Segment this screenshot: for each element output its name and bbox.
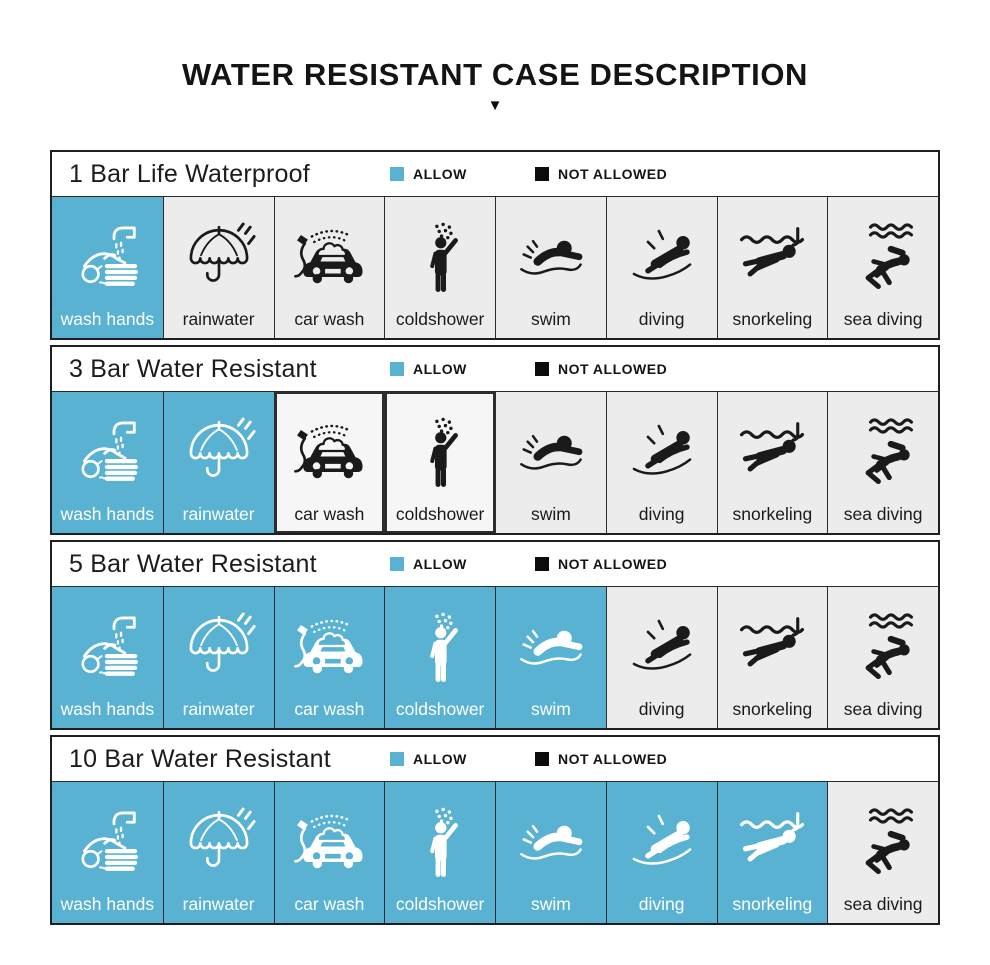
section-header: [52, 347, 938, 392]
activity-row: [52, 587, 938, 728]
sea-diving-icon: [844, 412, 922, 490]
activity-row: [52, 782, 938, 923]
cell-snorkeling: [717, 782, 828, 923]
rainwater-icon: [180, 412, 258, 490]
snorkeling-icon: [733, 217, 811, 295]
cell-sea-diving: [827, 587, 938, 728]
legend-allow: [390, 737, 467, 781]
cell-label: coldshower: [395, 503, 485, 524]
legend-allow: [390, 347, 467, 391]
section-title: 10 Bar Water Resistant: [69, 744, 331, 773]
cell-wash-hands: [52, 782, 163, 923]
cell-rainwater: [163, 197, 274, 338]
cell-label: rainwater: [182, 308, 255, 329]
car-wash-icon: [290, 802, 368, 880]
cell-label: rainwater: [182, 698, 255, 719]
cell-label: snorkeling: [732, 698, 813, 719]
not-allowed-swatch-icon: [535, 362, 549, 376]
cell-label: wash hands: [60, 893, 155, 914]
cell-label: car wash: [294, 308, 365, 329]
swim-icon: [512, 217, 590, 295]
cell-label: diving: [638, 308, 685, 329]
cell-diving: [606, 392, 717, 533]
activity-row: [52, 392, 938, 533]
rating-table: [50, 150, 940, 930]
legend-allow: [390, 542, 467, 586]
cell-label: car wash: [294, 893, 365, 914]
section-3bar: [50, 345, 940, 535]
sea-diving-icon: [844, 802, 922, 880]
cell-rainwater: [163, 392, 274, 533]
legend-not-allowed-label: NOT ALLOWED: [558, 556, 668, 572]
not-allowed-swatch-icon: [535, 752, 549, 766]
cell-sea-diving: [827, 782, 938, 923]
snorkeling-icon: [733, 412, 811, 490]
cell-coldshower: [384, 782, 495, 923]
legend-allow-label: ALLOW: [413, 361, 467, 377]
cell-diving: [606, 782, 717, 923]
cell-label: swim: [530, 308, 571, 329]
section-title: 5 Bar Water Resistant: [69, 549, 317, 578]
legend-not-allowed-label: NOT ALLOWED: [558, 361, 668, 377]
section-title: 1 Bar Life Waterproof: [69, 159, 310, 188]
cell-label: swim: [530, 893, 571, 914]
cell-car-wash: [274, 782, 385, 923]
cell-label: snorkeling: [732, 503, 813, 524]
not-allowed-swatch-icon: [535, 557, 549, 571]
cell-diving: [606, 197, 717, 338]
cell-sea-diving: [827, 392, 938, 533]
diving-icon: [623, 412, 701, 490]
activity-row: [52, 197, 938, 338]
allow-swatch-icon: [390, 752, 404, 766]
cell-label: sea diving: [843, 503, 923, 524]
cell-label: car wash: [294, 503, 365, 524]
cell-wash-hands: [52, 587, 163, 728]
cell-swim: [495, 782, 606, 923]
cell-wash-hands: [52, 197, 163, 338]
snorkeling-icon: [733, 802, 811, 880]
swim-icon: [512, 802, 590, 880]
legend-not-allowed: [535, 542, 667, 586]
cell-label: coldshower: [395, 893, 485, 914]
cell-swim: [495, 197, 606, 338]
car-wash-icon: [290, 607, 368, 685]
cell-snorkeling: [717, 197, 828, 338]
cell-coldshower: [384, 197, 495, 338]
section-title: 3 Bar Water Resistant: [69, 354, 317, 383]
rainwater-icon: [180, 607, 258, 685]
sea-diving-icon: [844, 217, 922, 295]
allow-swatch-icon: [390, 167, 404, 181]
diving-icon: [623, 217, 701, 295]
legend-not-allowed-label: NOT ALLOWED: [558, 166, 668, 182]
cell-wash-hands: [52, 392, 163, 533]
swim-icon: [512, 607, 590, 685]
not-allowed-swatch-icon: [535, 167, 549, 181]
car-wash-icon: [290, 412, 368, 490]
cell-label: coldshower: [395, 698, 485, 719]
rainwater-icon: [180, 802, 258, 880]
wash-hands-icon: [68, 217, 146, 295]
legend-allow-label: ALLOW: [413, 556, 467, 572]
cell-label: rainwater: [182, 893, 255, 914]
legend-not-allowed: [535, 737, 667, 781]
cell-label: wash hands: [60, 698, 155, 719]
section-header: [52, 737, 938, 782]
swim-icon: [512, 412, 590, 490]
cell-rainwater: [163, 782, 274, 923]
cell-label: snorkeling: [732, 893, 813, 914]
diving-icon: [623, 607, 701, 685]
coldshower-icon: [401, 607, 479, 685]
cell-label: sea diving: [843, 893, 923, 914]
page-title: WATER RESISTANT CASE DESCRIPTION: [181, 57, 809, 92]
cell-label: diving: [638, 698, 685, 719]
cell-car-wash: [274, 197, 385, 338]
wash-hands-icon: [68, 607, 146, 685]
sea-diving-icon: [844, 607, 922, 685]
section-header: [52, 152, 938, 197]
wash-hands-icon: [68, 412, 146, 490]
cell-label: wash hands: [60, 503, 155, 524]
legend-not-allowed: [535, 152, 667, 196]
cell-label: sea diving: [843, 698, 923, 719]
coldshower-icon: [401, 217, 479, 295]
down-triangle-icon: ▼: [487, 97, 503, 114]
cell-car-wash: [274, 587, 385, 728]
rainwater-icon: [180, 217, 258, 295]
section-1bar: [50, 150, 940, 340]
cell-label: rainwater: [182, 503, 255, 524]
cell-car-wash: [274, 392, 385, 533]
legend-not-allowed: [535, 347, 667, 391]
cell-label: diving: [638, 503, 685, 524]
coldshower-icon: [401, 412, 479, 490]
legend-allow-label: ALLOW: [413, 166, 467, 182]
cell-diving: [606, 587, 717, 728]
cell-label: sea diving: [843, 308, 923, 329]
cell-label: wash hands: [60, 308, 155, 329]
cell-label: diving: [638, 893, 685, 914]
cell-label: car wash: [294, 698, 365, 719]
cell-label: swim: [530, 698, 571, 719]
cell-swim: [495, 392, 606, 533]
coldshower-icon: [401, 802, 479, 880]
cell-snorkeling: [717, 392, 828, 533]
cell-label: snorkeling: [732, 308, 813, 329]
legend-not-allowed-label: NOT ALLOWED: [558, 751, 668, 767]
snorkeling-icon: [733, 607, 811, 685]
cell-label: swim: [530, 503, 571, 524]
cell-rainwater: [163, 587, 274, 728]
allow-swatch-icon: [390, 362, 404, 376]
cell-label: coldshower: [395, 308, 485, 329]
section-header: [52, 542, 938, 587]
cell-coldshower: [384, 587, 495, 728]
cell-coldshower: [384, 392, 495, 533]
allow-swatch-icon: [390, 557, 404, 571]
diving-icon: [623, 802, 701, 880]
cell-snorkeling: [717, 587, 828, 728]
car-wash-icon: [290, 217, 368, 295]
legend-allow: [390, 152, 467, 196]
wash-hands-icon: [68, 802, 146, 880]
legend-allow-label: ALLOW: [413, 751, 467, 767]
section-5bar: [50, 540, 940, 730]
cell-sea-diving: [827, 197, 938, 338]
cell-swim: [495, 587, 606, 728]
section-10bar: [50, 735, 940, 925]
